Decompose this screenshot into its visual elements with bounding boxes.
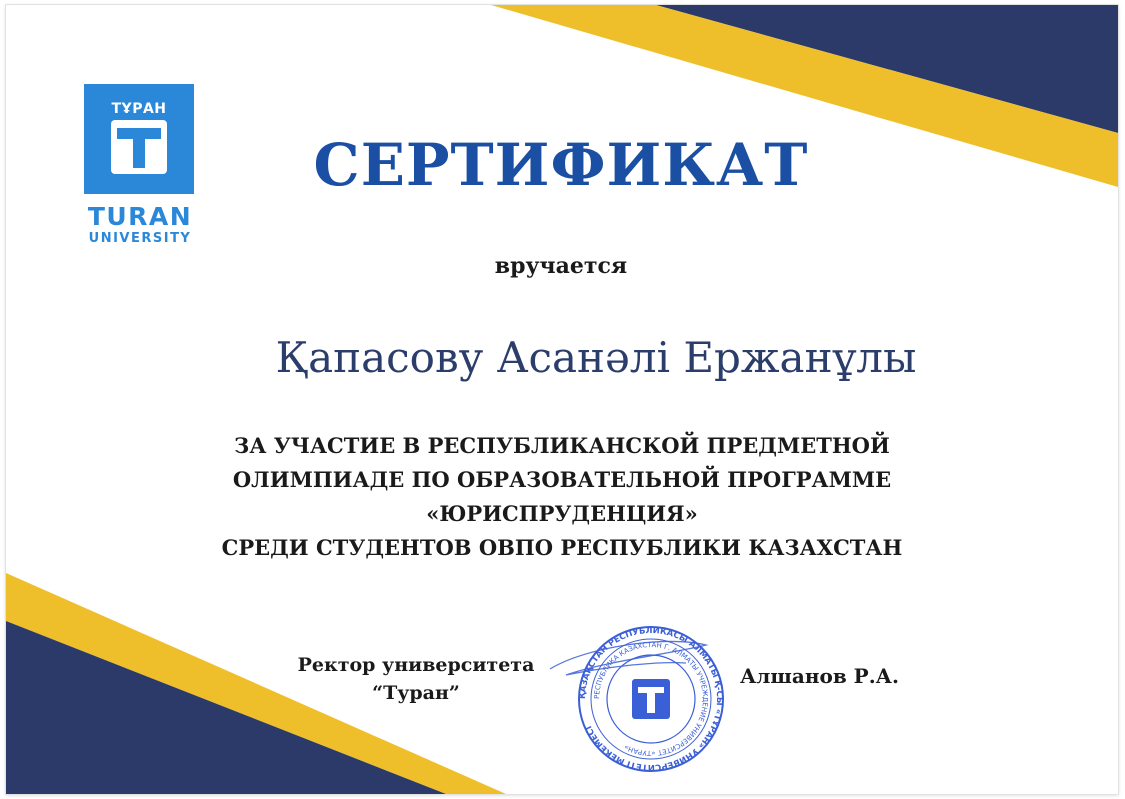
reason-line: «ЮРИСПРУДЕНЦИЯ» xyxy=(426,501,698,526)
reason-line: ЗА УЧАСТИЕ В РЕСПУБЛИКАНСКОЙ ПРЕДМЕТНОЙ xyxy=(234,433,890,458)
signer-role-line1: Ректор университета xyxy=(297,654,535,676)
logo-wordmark: ТҰРАН xyxy=(111,101,167,117)
award-reason xyxy=(156,429,968,565)
logo-t-icon xyxy=(111,120,167,174)
stamp-outer-text: ҚАЗАҚСТАН РЕСПУБЛИКАСЫ АЛМАТЫ Қ-СЫ «ТҰРАН» УНИВЕРСИТЕТІ МЕКЕМЕСІ xyxy=(576,624,726,774)
recipient-name: Қапасову Асанәлі Ержанұлы xyxy=(275,333,917,382)
signer-role xyxy=(266,651,566,707)
turan-logo xyxy=(84,84,196,246)
logo-subtitle: UNIVERSITY xyxy=(88,231,192,246)
signer-name: Алшанов Р.А. xyxy=(740,664,899,688)
reason-line: ОЛИМПИАДЕ ПО ОБРАЗОВАТЕЛЬНОЙ ПРОГРАММЕ xyxy=(232,467,892,492)
official-stamp xyxy=(546,617,736,777)
logo-emblem xyxy=(84,84,194,194)
stamp-inner-text: РЕСПУБЛИКА КАЗАХСТАН Г. АЛМАТЫ УЧРЕЖДЕНИЕ УНИВЕРСИТЕТ «ТУРАН» xyxy=(592,640,710,758)
logo-name: TURAN xyxy=(87,202,193,231)
certificate-page xyxy=(6,5,1118,794)
signer-role-line2: “Туран” xyxy=(372,682,460,704)
certificate-title: СЕРТИФИКАТ xyxy=(313,131,809,199)
reason-line: СРЕДИ СТУДЕНТОВ ОВПО РЕСПУБЛИКИ КАЗАХСТАН xyxy=(221,535,903,560)
awarded-to-label: вручается xyxy=(494,253,628,279)
